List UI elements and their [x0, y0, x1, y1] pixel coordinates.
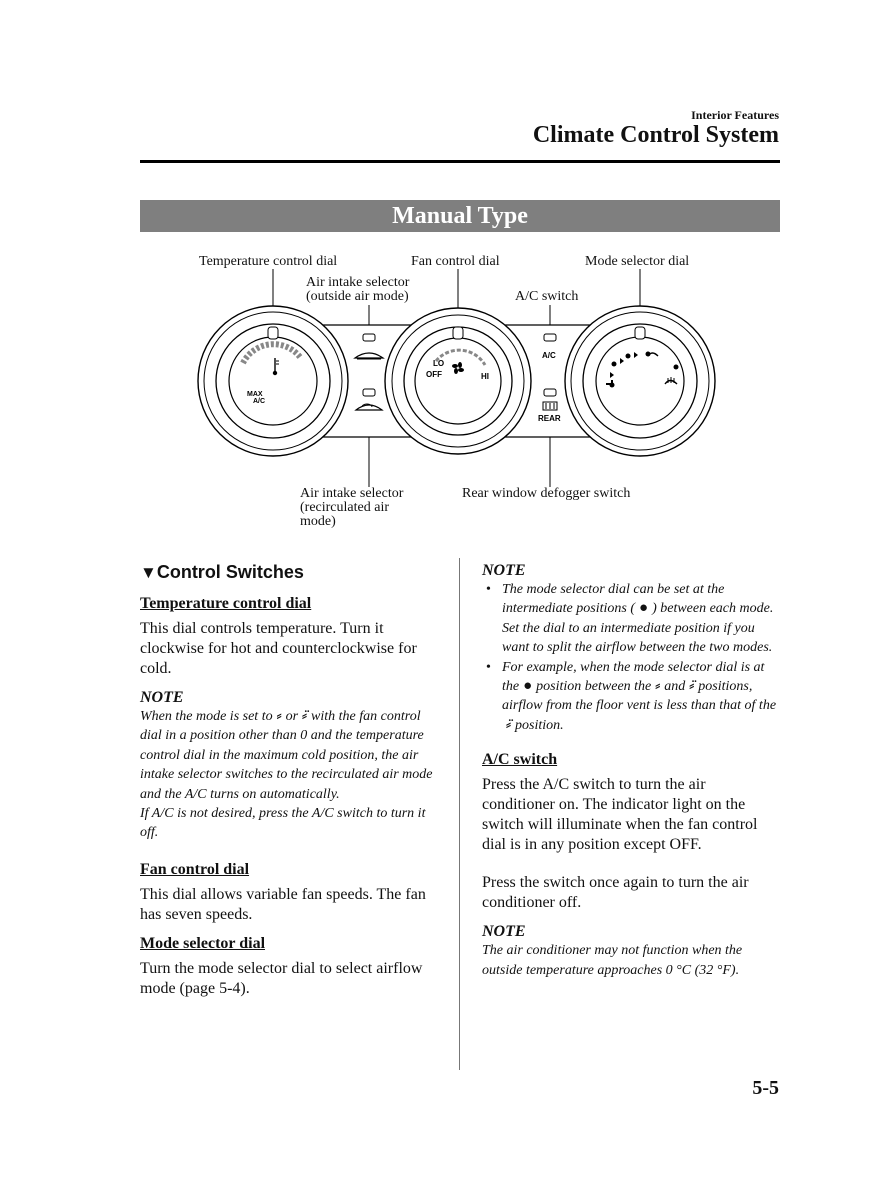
mode-dial-text: Turn the mode selector dial to select airflow mode (page 5-4).: [140, 959, 423, 997]
ac-switch-heading: A/C switch: [482, 751, 558, 769]
control-switches-heading: ▼Control Switches: [140, 562, 304, 582]
mode-dial: [565, 306, 715, 456]
callout-mode-dial: Mode selector dial: [585, 254, 690, 269]
temperature-dial-text: This dial controls temperature. Turn it clockwise for hot and counterclockwise for cold.: [140, 620, 417, 677]
fan-dial: [385, 308, 531, 454]
mode-dial-heading: Mode selector dial: [140, 934, 266, 952]
column-divider: [459, 558, 460, 1070]
rear-switch-label: REAR: [538, 414, 561, 423]
callout-temperature-dial: Temperature control dial: [199, 254, 338, 269]
callout-ac-switch: A/C switch: [515, 289, 579, 304]
note-heading-2: NOTE: [482, 923, 526, 941]
control-panel-diagram: [140, 255, 780, 545]
intermediate-dot-icon: ●: [523, 678, 533, 695]
callout-air-intake-recirc: Air intake selector (recirculated air mode): [300, 486, 404, 529]
intermediate-dot-icon: ●: [639, 600, 649, 617]
fan-off-label: OFF: [426, 370, 442, 379]
fan-hi-label: HI: [481, 372, 489, 381]
left-column: [140, 562, 445, 999]
page-number: 5-5: [752, 1077, 779, 1099]
rear-defogger-icon: [543, 402, 557, 410]
title-rule: [140, 160, 780, 163]
note-bullet-1: • The mode selector dial can be set at the intermediate positions ( ● ) between each mode. Set the dial to an intermediate position if you want to split the airflow between the two modes.: [482, 580, 782, 658]
callout-rear-defogger: Rear window defogger switch: [462, 486, 631, 501]
max-ac-label-2: A/C: [253, 398, 266, 405]
floor-defrost-mode-icon: ⸗̈: [302, 708, 308, 724]
temperature-dial-heading: Temperature control dial: [140, 595, 312, 612]
fan-lo-label: LO: [433, 359, 445, 368]
temperature-dial: [198, 306, 348, 456]
section-label: Interior Features: [691, 108, 779, 122]
ac-switch-text-2: Press the switch once again to turn the air conditioner off.: [482, 874, 749, 912]
fan-dial-heading: Fan control dial: [140, 860, 250, 878]
ac-switch-text-1: Press the A/C switch to turn the air conditioner on. The indicator light on the switch will illuminate when the fan control dial is in any position except OFF.: [482, 776, 758, 854]
note-bullet-2: • For example, when the mode selector dial is at the ● position between the ⸗ and ⸗̈ positions, airflow from the floor vent is less than that of the⸗̈ position.: [482, 658, 782, 736]
max-ac-label: MAX: [247, 391, 263, 398]
right-column: [482, 562, 782, 980]
note-bullets: [482, 580, 782, 735]
note-text-2: The air conditioner may not function when the outside temperature approaches 0 °C (32 °F).: [482, 943, 743, 978]
callout-fan-dial: Fan control dial: [411, 254, 500, 269]
floor-mode-icon: ⸗: [276, 708, 282, 724]
floor-defrost-mode-icon: ⸗̈: [689, 678, 695, 695]
triangle-bullet-icon: ▼: [140, 563, 157, 582]
ac-switch-label: A/C: [542, 351, 556, 360]
note-heading: NOTE: [140, 689, 184, 706]
floor-defrost-mode-icon: ⸗̈: [506, 716, 511, 733]
floor-mode-icon: ⸗: [655, 678, 661, 695]
note-text: When the mode is set to ⸗ or ⸗̈ with the fan control dial in a position other than 0 and the temperature control dial in the maximum cold position, the air intake selector switches to the recirculated air mode and the A/C turns on automatically.: [140, 708, 433, 802]
note-text-ac: If A/C is not desired, press the A/C switch to turn it off.: [140, 806, 426, 841]
manual-type-banner: Manual Type: [140, 200, 780, 232]
page-title: Climate Control System: [532, 122, 779, 148]
note-heading: NOTE: [482, 562, 526, 579]
fan-dial-text: This dial allows variable fan speeds. The fan has seven speeds.: [140, 885, 426, 923]
callout-air-intake-outside: Air intake selector (outside air mode): [306, 275, 410, 304]
